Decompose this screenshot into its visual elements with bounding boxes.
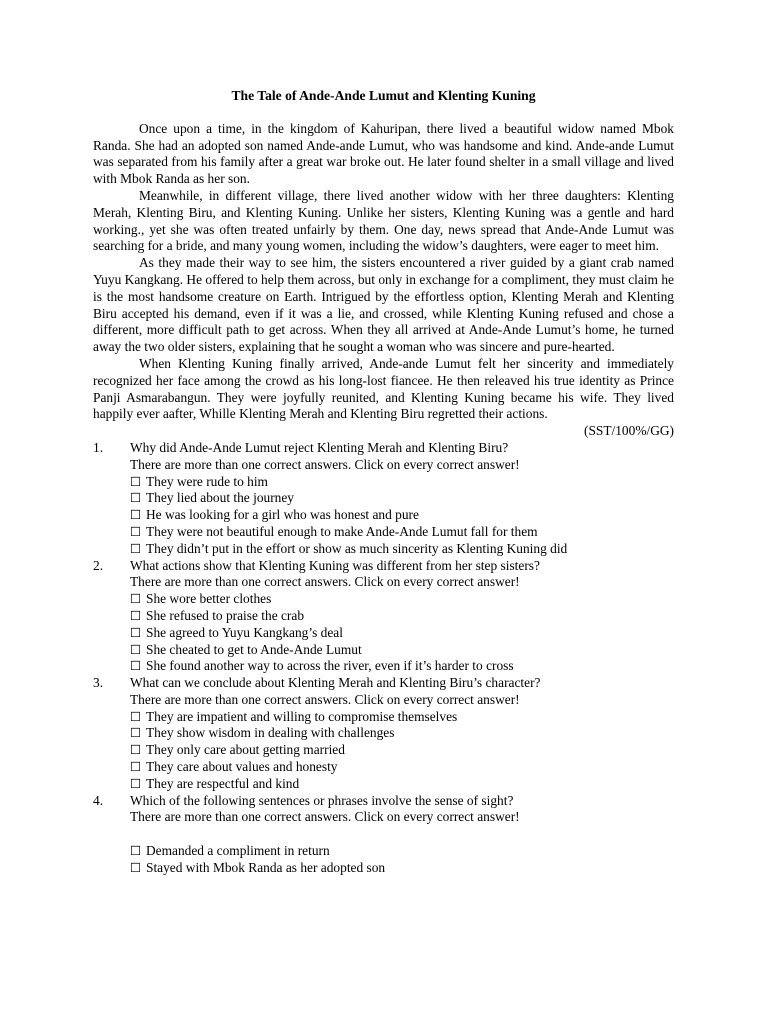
- option-label: They care about values and honesty: [146, 759, 338, 775]
- answer-option[interactable]: [93, 625, 674, 642]
- option-label: She cheated to get to Ande-Ande Lumut: [146, 641, 362, 657]
- checkbox-icon[interactable]: ☐: [130, 507, 142, 523]
- option-label: They were not beautiful enough to make Ande-Ande Lumut fall for them: [146, 523, 538, 539]
- option-label: She found another way to across the river, even if it’s harder to cross: [146, 658, 514, 674]
- checkbox-icon[interactable]: ☐: [130, 725, 142, 741]
- checkbox-icon[interactable]: ☐: [130, 523, 142, 539]
- option-label: She wore better clothes: [146, 591, 272, 607]
- question-2: [93, 558, 674, 676]
- question-text: What actions show that Klenting Kuning was different from her step sisters?: [130, 557, 540, 573]
- question-1: [93, 440, 674, 558]
- story-paragraph: As they made their way to see him, the sisters encountered a river guided by a giant crab named Yuyu Kangkang. He offered to help them across, but only in exchange for a compliment, they must claim he is the most handsome creature on Earth. Intrigued by the effortless option, Klenting Merah and Klenting Biru accepted his demand, even if it was a lie, and crossed, while Klenting Kuning refused and chose a different, more difficult path to get across. When they all arrived at Ande-Ande Lumut’s home, he turned away the two older sisters, explaining that he sought a woman who was sincere and pure-hearted.: [93, 255, 674, 355]
- answer-option[interactable]: [93, 742, 674, 759]
- option-label: Stayed with Mbok Randa as her adopted son: [146, 859, 386, 875]
- checkbox-icon[interactable]: ☐: [130, 775, 142, 791]
- answer-option[interactable]: [93, 860, 674, 877]
- blank-line: [93, 826, 674, 843]
- answer-option[interactable]: [93, 608, 674, 625]
- story-paragraph: Once upon a time, in the kingdom of Kahuripan, there lived a beautiful widow named Mbok Randa. She had an adopted son named Ande-ande Lumut, who was handsome and kind. Ande-ande Lumut was separated from his family after a great war broke out. He later found shelter in a small village and lived with Mbok Randa as her son.: [93, 120, 674, 187]
- option-label: They are respectful and kind: [146, 775, 300, 791]
- answer-option[interactable]: [93, 524, 674, 541]
- question-text: Which of the following sentences or phrases involve the sense of sight?: [130, 792, 514, 808]
- option-label: They were rude to him: [146, 473, 268, 489]
- checkbox-icon[interactable]: ☐: [130, 591, 142, 607]
- checkbox-icon[interactable]: ☐: [130, 658, 142, 674]
- question-number: 2.: [93, 557, 104, 573]
- checkbox-icon[interactable]: ☐: [130, 843, 142, 859]
- question-number: 1.: [93, 439, 104, 455]
- answer-option[interactable]: [93, 658, 674, 675]
- answer-option[interactable]: [93, 490, 674, 507]
- document-page: [93, 88, 674, 877]
- checkbox-icon[interactable]: ☐: [130, 708, 142, 724]
- answer-option[interactable]: [93, 642, 674, 659]
- question-header: [93, 793, 674, 810]
- answer-option[interactable]: [93, 541, 674, 558]
- option-label: They lied about the journey: [146, 490, 294, 506]
- answer-option[interactable]: [93, 725, 674, 742]
- story-paragraph: When Klenting Kuning finally arrived, Ande-ande Lumut felt her sincerity and immediately recognized her face among the crowd as his long-lost fiancee. He then releaved his true identity as Prince Panji Asmarabangun. They were joyfully reunited, and Klenting Kuning became his wife. They lived happily ever aafter, Whille Klenting Merah and Klenting Biru regretted their actions.: [93, 355, 674, 422]
- question-text: Why did Ande-Ande Lumut reject Klenting Merah and Klenting Biru?: [130, 439, 509, 455]
- question-instruction: There are more than one correct answers. Click on every correct answer!: [130, 809, 520, 825]
- option-label: They didn’t put in the effort or show as much sincerity as Klenting Kuning did: [146, 540, 568, 556]
- checkbox-icon[interactable]: ☐: [130, 473, 142, 489]
- option-label: They only care about getting married: [146, 742, 345, 758]
- story-paragraph: Meanwhile, in different village, there lived another widow with her three daughters: Klenting Merah, Klenting Biru, and Klenting Kuning. Unlike her sisters, Klenting Kuning was a gentle and hard working., yet she was often treated unfairly by them. One day, news spread that Ande-Ande Lumut was searching for a bride, and many young women, including the widow’s daughters, were eager to meet him.: [93, 187, 674, 254]
- answer-option[interactable]: [93, 776, 674, 793]
- question-text: What can we conclude about Klenting Merah and Klenting Biru’s character?: [130, 675, 541, 691]
- question-header: [93, 440, 674, 457]
- answer-option[interactable]: [93, 474, 674, 491]
- option-label: They are impatient and willing to compromise themselves: [146, 708, 458, 724]
- answer-option[interactable]: [93, 843, 674, 860]
- checkbox-icon[interactable]: ☐: [130, 759, 142, 775]
- answer-option[interactable]: [93, 507, 674, 524]
- option-label: She refused to praise the crab: [146, 607, 305, 623]
- answer-option[interactable]: [93, 759, 674, 776]
- question-instruction: There are more than one correct answers. Click on every correct answer!: [130, 691, 520, 707]
- checkbox-icon[interactable]: ☐: [130, 490, 142, 506]
- source-note: (SST/100%/GG): [583, 423, 674, 439]
- answer-option[interactable]: [93, 709, 674, 726]
- question-header: [93, 558, 674, 575]
- option-label: He was looking for a girl who was honest and pure: [146, 507, 419, 523]
- checkbox-icon[interactable]: ☐: [130, 540, 142, 556]
- story-title: The Tale of Ande-Ande Lumut and Klenting Kuning: [231, 88, 536, 103]
- answer-option[interactable]: [93, 591, 674, 608]
- question-instruction: There are more than one correct answers. Click on every correct answer!: [130, 574, 520, 590]
- story-body: [93, 121, 674, 423]
- checkbox-icon[interactable]: ☐: [130, 607, 142, 623]
- question-3: [93, 675, 674, 793]
- question-number: 3.: [93, 675, 104, 691]
- question-number: 4.: [93, 792, 104, 808]
- option-label: Demanded a compliment in return: [146, 843, 330, 859]
- checkbox-icon[interactable]: ☐: [130, 624, 142, 640]
- question-4: [93, 793, 674, 877]
- option-label: They show wisdom in dealing with challenges: [146, 725, 395, 741]
- checkbox-icon[interactable]: ☐: [130, 742, 142, 758]
- question-header: [93, 675, 674, 692]
- checkbox-icon[interactable]: ☐: [130, 859, 142, 875]
- checkbox-icon[interactable]: ☐: [130, 641, 142, 657]
- option-label: She agreed to Yuyu Kangkang’s deal: [146, 624, 343, 640]
- question-instruction: There are more than one correct answers. Click on every correct answer!: [130, 456, 520, 472]
